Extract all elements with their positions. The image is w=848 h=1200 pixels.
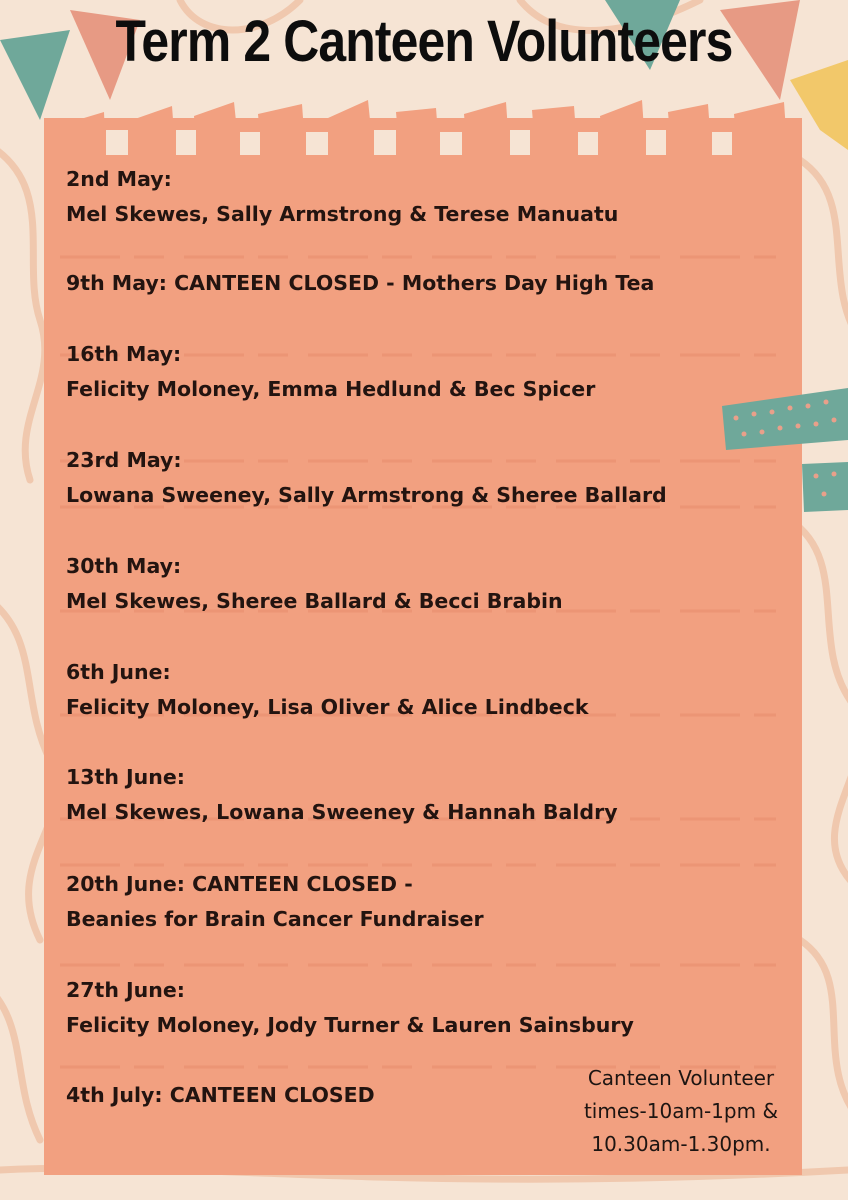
washi-tape [722,388,848,513]
entry-volunteers: Felicity Moloney, Jody Turner & Lauren Sainsbury [66,1013,634,1037]
entry-date: 23rd May: [66,448,182,472]
schedule-entry [66,973,634,1043]
schedule-entry [66,443,667,513]
volunteer-times-note [566,1062,796,1161]
schedule-entry [66,655,589,725]
schedule-entry [66,266,654,301]
note-line: 10.30am-1.30pm. [591,1132,771,1156]
entry-date: 9th May: CANTEEN CLOSED - Mothers Day High Tea [66,271,655,295]
entry-volunteers: Felicity Moloney, Lisa Oliver & Alice Lindbeck [66,695,589,719]
entry-volunteers: Beanies for Brain Cancer Fundraiser [66,907,484,931]
schedule-entry [66,867,484,937]
note-line: times-10am-1pm & [583,1099,779,1123]
entry-volunteers: Mel Skewes, Lowana Sweeney & Hannah Baldry [66,800,618,824]
entry-date: 6th June: [66,660,171,684]
paper-torn-edge [44,90,802,160]
note-line: Canteen Volunteer [587,1066,775,1090]
entry-date: 27th June: [66,978,185,1002]
entry-date: 13th June: [66,765,185,789]
entry-date: 2nd May: [66,167,172,191]
entry-volunteers: Mel Skewes, Sheree Ballard & Becci Brabin [66,589,563,613]
entry-date: 20th June: CANTEEN CLOSED - [66,872,413,896]
schedule-entry [66,1078,375,1113]
schedule-entry [66,549,563,619]
entry-date: 4th July: CANTEEN CLOSED [66,1083,375,1107]
entry-volunteers: Felicity Moloney, Emma Hedlund & Bec Spicer [66,377,596,401]
entry-date: 30th May: [66,554,182,578]
entry-date: 16th May: [66,342,182,366]
schedule-entry [66,760,618,830]
schedule-entry [66,337,595,407]
page-title: Term 2 Canteen Volunteers [115,9,733,74]
entry-volunteers: Mel Skewes, Sally Armstrong & Terese Manuatu [66,202,619,226]
schedule-entry [66,162,618,232]
entry-volunteers: Lowana Sweeney, Sally Armstrong & Sheree Ballard [66,483,667,507]
